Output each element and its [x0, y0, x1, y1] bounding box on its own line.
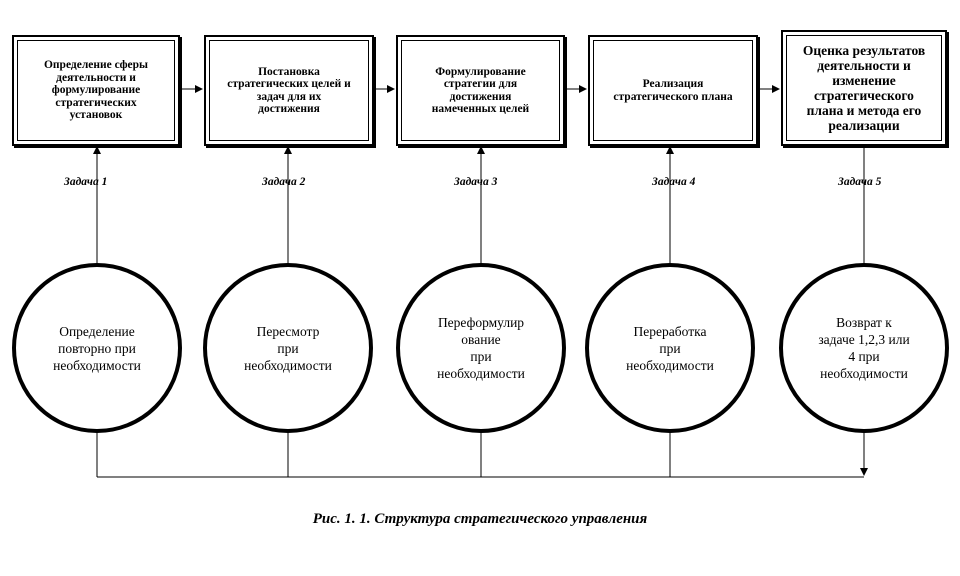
action-circle-5-text: Возврат к задаче 1,2,3 или 4 при необходимости — [818, 315, 910, 381]
stage-box-3 — [396, 35, 565, 146]
task-label-3: Задача 3 — [454, 176, 498, 188]
stage-box-5 — [781, 30, 947, 146]
action-circle-1 — [12, 263, 182, 433]
action-circle-3-text: Переформулир ование при необходимости — [437, 315, 525, 381]
action-circle-2-text: Пересмотр при необходимости — [244, 323, 332, 373]
stage-box-2 — [204, 35, 374, 146]
action-circle-3 — [396, 263, 566, 433]
stage-box-4 — [588, 35, 758, 146]
task-label-2: Задача 2 — [262, 176, 306, 188]
stage-box-3-text: Формулирование стратегии для достижения намеченных целей — [431, 65, 530, 115]
stage-box-2-text: Постановка стратегических целей и задач для их достижения — [227, 65, 351, 115]
task-label-4: Задача 4 — [652, 176, 696, 188]
action-circle-4-text: Переработка при необходимости — [626, 323, 714, 373]
stage-box-1-text: Определение сферы деятельности и формулирование стратегических установок — [43, 59, 149, 122]
stage-box-1 — [12, 35, 180, 146]
task-label-5: Задача 5 — [838, 176, 882, 188]
action-circle-2 — [203, 263, 373, 433]
action-circle-1-text: Определение повторно при необходимости — [53, 323, 141, 373]
figure-caption: Рис. 1. 1. Структура стратегического управления — [312, 511, 648, 527]
action-circle-4 — [585, 263, 755, 433]
task-label-1: Задача 1 — [64, 176, 108, 188]
stage-box-4-text: Реализация стратегического плана — [613, 78, 733, 103]
stage-box-5-text: Оценка результатов деятельности и изменение стратегического плана и метода его реализации — [802, 43, 926, 133]
action-circle-5 — [779, 263, 949, 433]
